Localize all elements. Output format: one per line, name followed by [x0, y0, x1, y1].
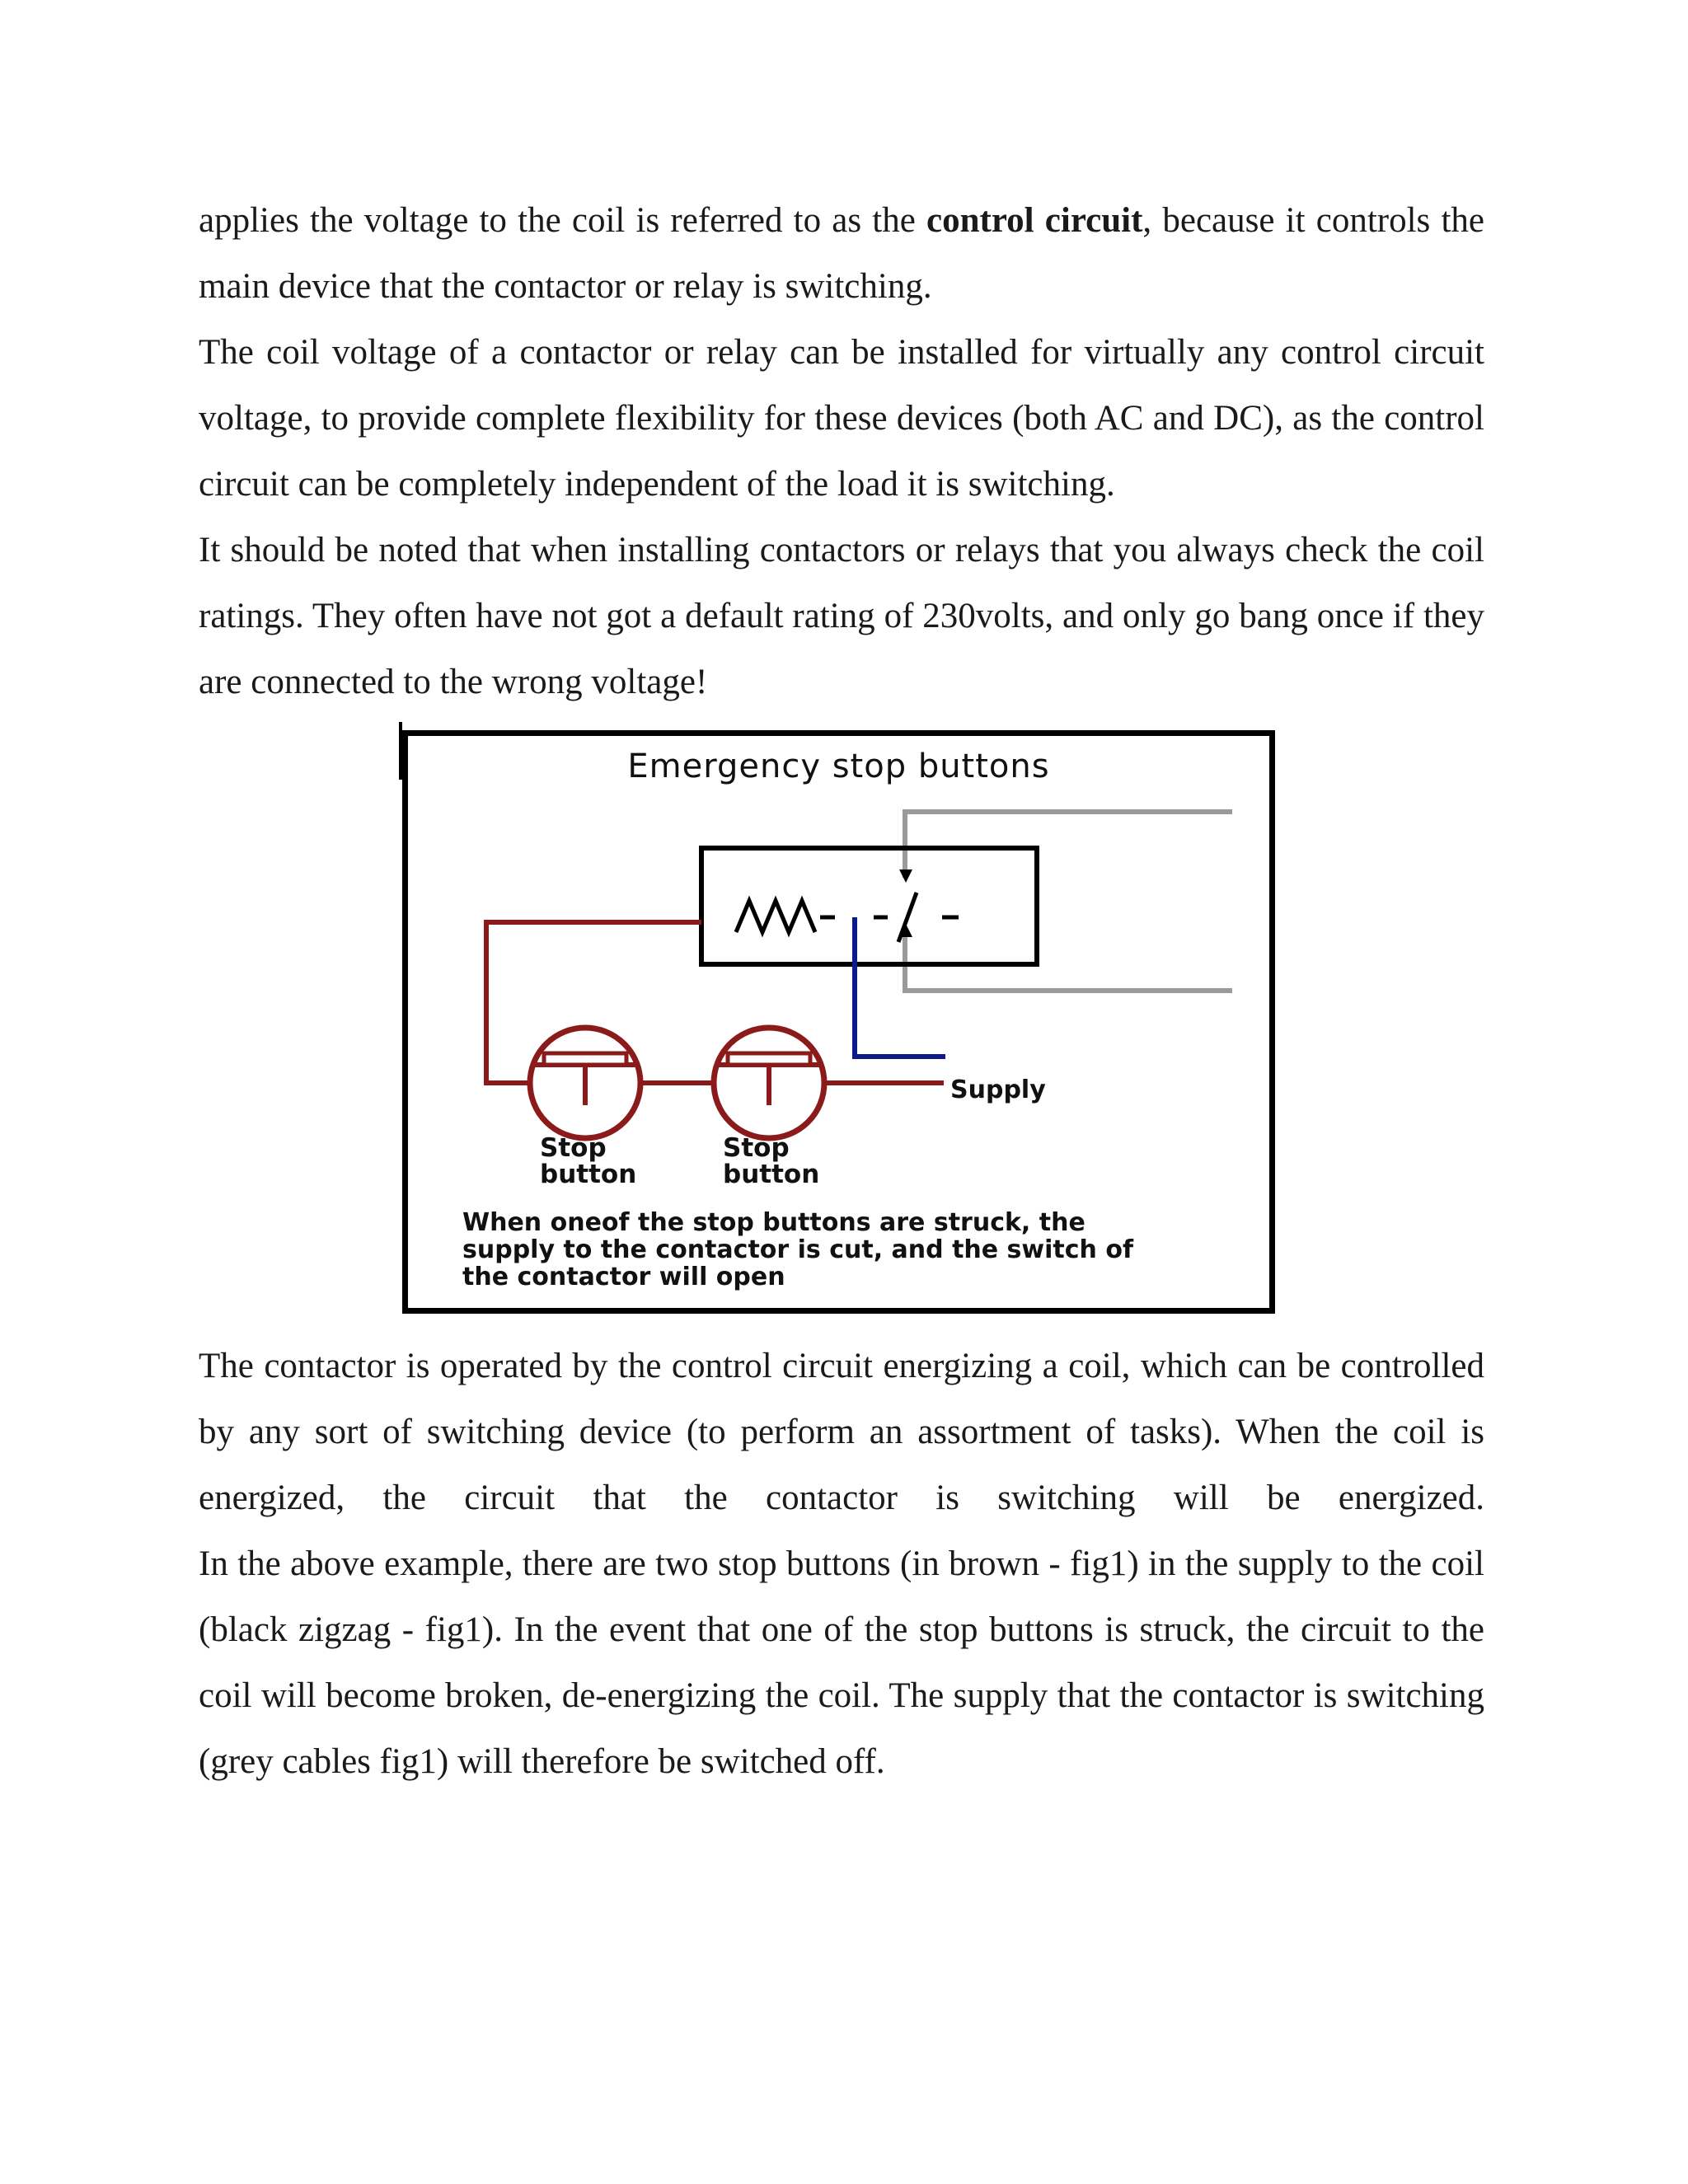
top-text-block: [199, 188, 1484, 715]
supply-label: Supply: [950, 1076, 1046, 1104]
paragraph-control-circuit: applies the voltage to the coil is referred to as the control circuit, because it controls the main device that the contactor or relay is switching.: [199, 201, 1484, 306]
paragraph-coil-ratings: It should be noted that when installing contactors or relays that you always check the coil ratings. They often have not got a default rating of 230volts, and only go bang once if they are connected to the wrong voltage!: [199, 531, 1484, 701]
stop-button-1-symbol: [530, 1028, 640, 1138]
stop-button-1-label: Stop button: [540, 1133, 637, 1189]
figure-title: Emergency stop buttons: [627, 748, 1050, 785]
figure-caption: When oneof the stop buttons are struck, the supply to the contactor is cut, and the switch of the contactor will open: [462, 1208, 1133, 1291]
paragraph-coil-voltage: The coil voltage of a contactor or relay can be installed for virtually any control circuit voltage, to provide complete flexibility for these devices (both AC and DC), as the control circuit can be completely independent of the load it is switching.: [199, 333, 1484, 504]
bold-term-control-circuit: control circuit: [926, 201, 1143, 240]
emergency-stop-figure: [402, 730, 1275, 1314]
paragraph-contactor-operation: The contactor is operated by the control circuit energizing a coil, which can be controlled by any sort of switching device (to perform an assortment of tasks). When the coil is energized, the circuit that the contactor is switching will be energized.: [199, 1347, 1484, 1517]
stop-button-2-symbol: [714, 1028, 824, 1138]
stop-button-2-label: Stop button: [723, 1133, 820, 1189]
switched-cable-top: [905, 812, 1232, 878]
paragraph-example-explanation: In the above example, there are two stop buttons (in brown - fig1) in the supply to the coil (black zigzag - fig1). In the event that one of the stop buttons is struck, the circuit to the coil will become broken, de-energizing the coil. The supply that the contactor is switching (grey cables fig1) will therefore be switched off.: [199, 1544, 1484, 1781]
bottom-text-block: [199, 1333, 1484, 1795]
switched-cable-bottom: [905, 927, 1232, 991]
coil-zigzag: [736, 901, 815, 932]
contact-arrow-top: [899, 869, 912, 883]
